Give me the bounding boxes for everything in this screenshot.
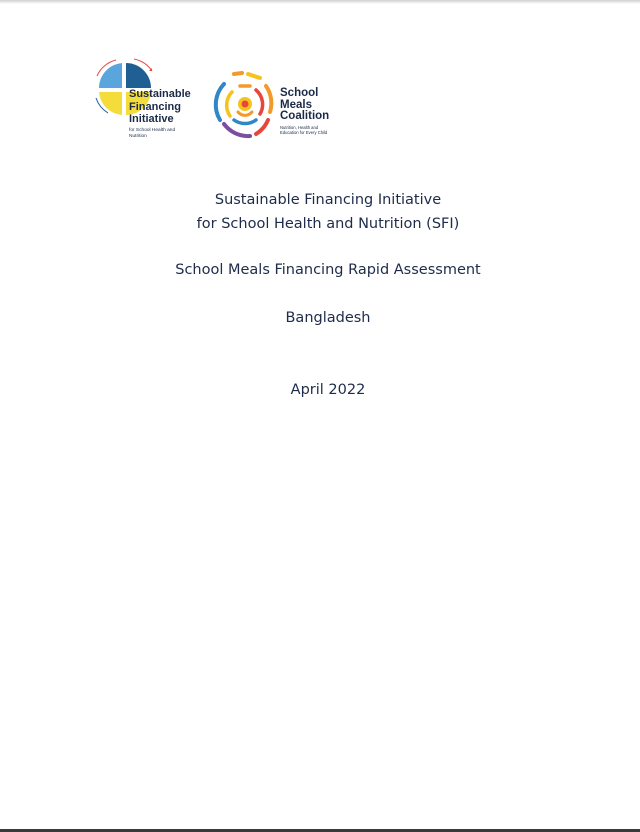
sfi-name-line: Sustainable xyxy=(129,88,191,100)
document-subtitle: School Meals Financing Rapid Assessment xyxy=(175,262,481,278)
sfi-tag-line: for School Health and xyxy=(129,128,176,133)
page-top-edge xyxy=(0,0,640,4)
smc-tag-line: Education for Every Child xyxy=(280,130,328,135)
smc-logo-emblem-icon xyxy=(212,68,278,142)
smc-name-line: Coalition xyxy=(280,110,330,122)
sfi-name-line: Financing xyxy=(129,100,181,113)
smc-name-line: Meals xyxy=(280,98,312,111)
sfi-name-line: Initiative xyxy=(129,113,174,125)
sfi-logo xyxy=(94,58,204,142)
smc-logo-tagline xyxy=(280,125,350,135)
smc-name-line: School xyxy=(280,87,319,99)
sfi-tag-line: Nutrition xyxy=(129,133,147,139)
school-meals-coalition-logo xyxy=(212,68,352,142)
sfi-logo-tagline xyxy=(129,128,199,139)
sfi-logo-name xyxy=(129,88,209,126)
document-country: Bangladesh xyxy=(285,310,371,326)
smc-tag-line: Nutrition, Health and xyxy=(280,125,319,130)
document-date: April 2022 xyxy=(290,382,366,398)
document-title-line-2: for School Health and Nutrition (SFI) xyxy=(196,216,460,232)
document-title-line-1: Sustainable Financing Initiative xyxy=(214,192,442,208)
smc-logo-name xyxy=(280,88,329,123)
